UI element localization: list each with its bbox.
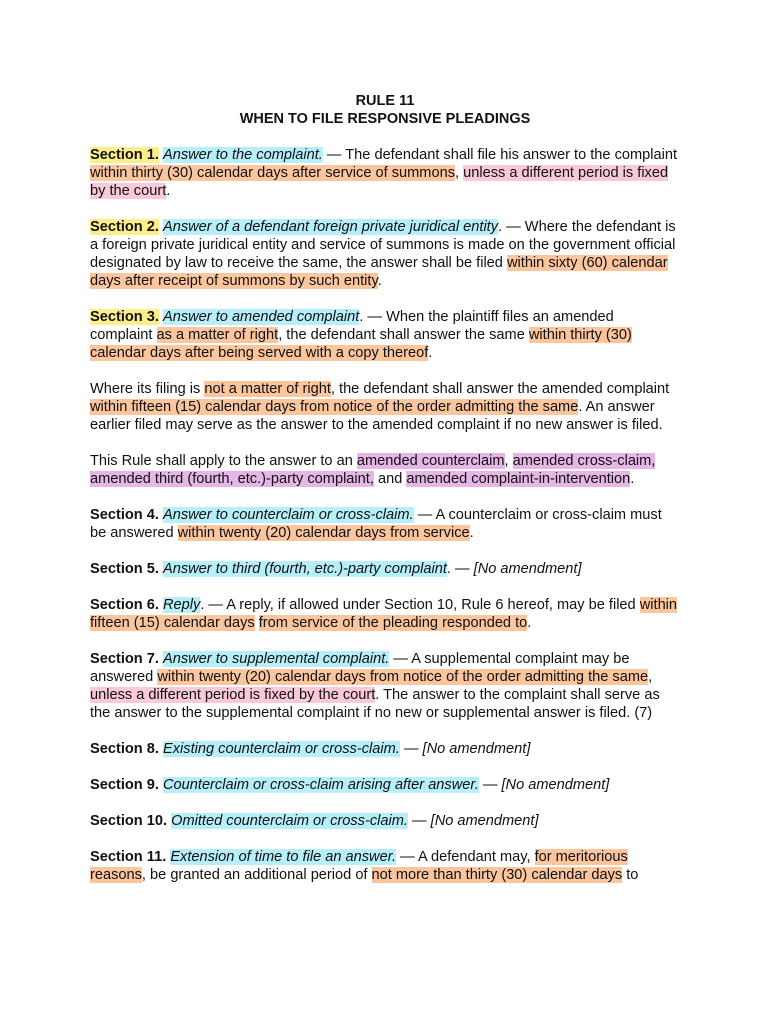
text-span: — bbox=[478, 777, 502, 793]
section-caption: Answer of a defendant foreign private juridical entity bbox=[163, 219, 499, 235]
section-paragraph-s9 bbox=[90, 776, 680, 794]
section-number: Section 4. bbox=[90, 507, 159, 523]
highlighted-phrase: within twenty (20) calendar days from service bbox=[177, 525, 470, 541]
section-paragraph-s7 bbox=[90, 650, 680, 722]
document-title bbox=[90, 92, 680, 128]
section-paragraph-s5 bbox=[90, 560, 680, 578]
highlighted-phrase: not a matter of right bbox=[204, 381, 331, 397]
highlighted-phrase: from service of the pleading responded to bbox=[258, 615, 528, 631]
section-caption: Extension of time to file an answer. bbox=[170, 849, 397, 865]
section-caption: Answer to counterclaim or cross-claim. bbox=[163, 507, 414, 523]
text-span: . bbox=[428, 345, 433, 361]
section-caption: Answer to supplemental complaint. bbox=[163, 651, 390, 667]
section-caption: Answer to third (fourth, etc.)-party complaint bbox=[163, 561, 447, 577]
text-span: . bbox=[166, 183, 171, 199]
amendment-note: [No amendment] bbox=[501, 777, 610, 793]
text-span: . — When the plaintiff files an amended complaint bbox=[90, 309, 614, 343]
section-caption: Reply bbox=[163, 597, 201, 613]
amendment-note: [No amendment] bbox=[473, 561, 582, 577]
highlighted-phrase: within sixty (60) calendar days after receipt of summons by such entity bbox=[90, 255, 668, 289]
highlighted-phrase: within twenty (20) calendar days from notice of the order admitting the same bbox=[157, 669, 649, 685]
text-span: to bbox=[622, 867, 639, 883]
section-number: Section 3. bbox=[90, 309, 159, 325]
text-span: . — bbox=[446, 561, 474, 577]
section-paragraph-s3b bbox=[90, 380, 680, 434]
highlighted-phrase: unless a different period is fixed by the court bbox=[90, 165, 669, 199]
text-span: . bbox=[527, 615, 532, 631]
text-span: — A defendant may, bbox=[396, 849, 535, 865]
section-caption: Omitted counterclaim or cross-claim. bbox=[171, 813, 408, 829]
sections-container bbox=[90, 146, 680, 884]
highlighted-phrase: within thirty (30) calendar days after being served with a copy thereof bbox=[90, 327, 632, 361]
text-span: This Rule shall apply to the answer to an bbox=[90, 453, 357, 469]
section-number: Section 7. bbox=[90, 651, 159, 667]
text-span: and bbox=[373, 471, 407, 487]
section-paragraph-s8 bbox=[90, 740, 680, 758]
text-span: , the defendant shall answer the amended complaint bbox=[330, 381, 670, 397]
text-span: — bbox=[399, 741, 423, 757]
text-span: . — A reply, if allowed under Section 10, Rule 6 hereof, may be filed bbox=[200, 597, 640, 613]
section-paragraph-s11 bbox=[90, 848, 680, 884]
section-paragraph-s3c bbox=[90, 452, 680, 488]
rule-heading: WHEN TO FILE RESPONSIVE PLEADINGS bbox=[239, 111, 531, 127]
text-span: . bbox=[630, 471, 635, 487]
text-span: , bbox=[455, 165, 464, 181]
highlighted-phrase: amended counterclaim bbox=[356, 453, 505, 469]
section-number: Section 1. bbox=[90, 147, 159, 163]
section-caption: Counterclaim or cross-claim arising after answer. bbox=[163, 777, 479, 793]
highlighted-phrase: not more than thirty (30) calendar days bbox=[371, 867, 623, 883]
highlighted-phrase: for meritorious reasons bbox=[90, 849, 628, 883]
section-number: Section 9. bbox=[90, 777, 159, 793]
section-caption: Answer to amended complaint bbox=[163, 309, 360, 325]
section-paragraph-s1 bbox=[90, 146, 680, 200]
section-caption: Existing counterclaim or cross-claim. bbox=[163, 741, 400, 757]
section-caption: Answer to the complaint. bbox=[163, 147, 323, 163]
text-span: . bbox=[469, 525, 474, 541]
section-paragraph-s3 bbox=[90, 308, 680, 362]
section-number: Section 8. bbox=[90, 741, 159, 757]
section-paragraph-s4 bbox=[90, 506, 680, 542]
rule-number: RULE 11 bbox=[355, 93, 415, 109]
section-paragraph-s6 bbox=[90, 596, 680, 632]
highlighted-phrase: within thirty (30) calendar days after service of summons bbox=[90, 165, 455, 181]
text-span: . bbox=[377, 273, 382, 289]
amendment-note: [No amendment] bbox=[430, 813, 539, 829]
section-number: Section 10. bbox=[90, 813, 168, 829]
document-page bbox=[90, 92, 680, 902]
highlighted-phrase: within fifteen (15) calendar days bbox=[90, 597, 678, 631]
text-span: , bbox=[648, 669, 653, 685]
highlighted-phrase: within fifteen (15) calendar days from notice of the order admitting the same bbox=[90, 399, 579, 415]
section-number: Section 5. bbox=[90, 561, 159, 577]
highlighted-phrase: amended complaint-in-intervention bbox=[406, 471, 631, 487]
text-span: Where its filing is bbox=[90, 381, 205, 397]
text-span: . An answer earlier filed may serve as the answer to the amended complaint if no new answer is filed. bbox=[90, 399, 663, 433]
highlighted-phrase: as a matter of right bbox=[156, 327, 279, 343]
section-number: Section 2. bbox=[90, 219, 159, 235]
text-span: . The answer to the complaint shall serve as the answer to the supplemental complaint if no new or supplemental answer is filed. (7) bbox=[90, 687, 660, 721]
section-paragraph-s2 bbox=[90, 218, 680, 290]
text-span: — bbox=[407, 813, 431, 829]
text-span: , bbox=[504, 453, 513, 469]
text-span: , the defendant shall answer the same bbox=[278, 327, 529, 343]
text-span: — A counterclaim or cross-claim must be answered bbox=[90, 507, 662, 541]
text-span: , be granted an additional period of bbox=[141, 867, 372, 883]
text-span: — A supplemental complaint may be answered bbox=[90, 651, 630, 685]
amendment-note: [No amendment] bbox=[422, 741, 531, 757]
highlighted-phrase: unless a different period is fixed by the court bbox=[90, 687, 376, 703]
section-paragraph-s10 bbox=[90, 812, 680, 830]
section-number: Section 11. bbox=[90, 849, 167, 865]
highlighted-phrase: amended cross-claim, amended third (fourth, etc.)-party complaint, bbox=[90, 453, 656, 487]
section-number: Section 6. bbox=[90, 597, 159, 613]
text-span: . — Where the defendant is a foreign private juridical entity and service of summons is made on the government official designated by law to receive the same, the answer shall be filed bbox=[90, 219, 676, 271]
text-span: — The defendant shall file his answer to the complaint bbox=[322, 147, 678, 163]
